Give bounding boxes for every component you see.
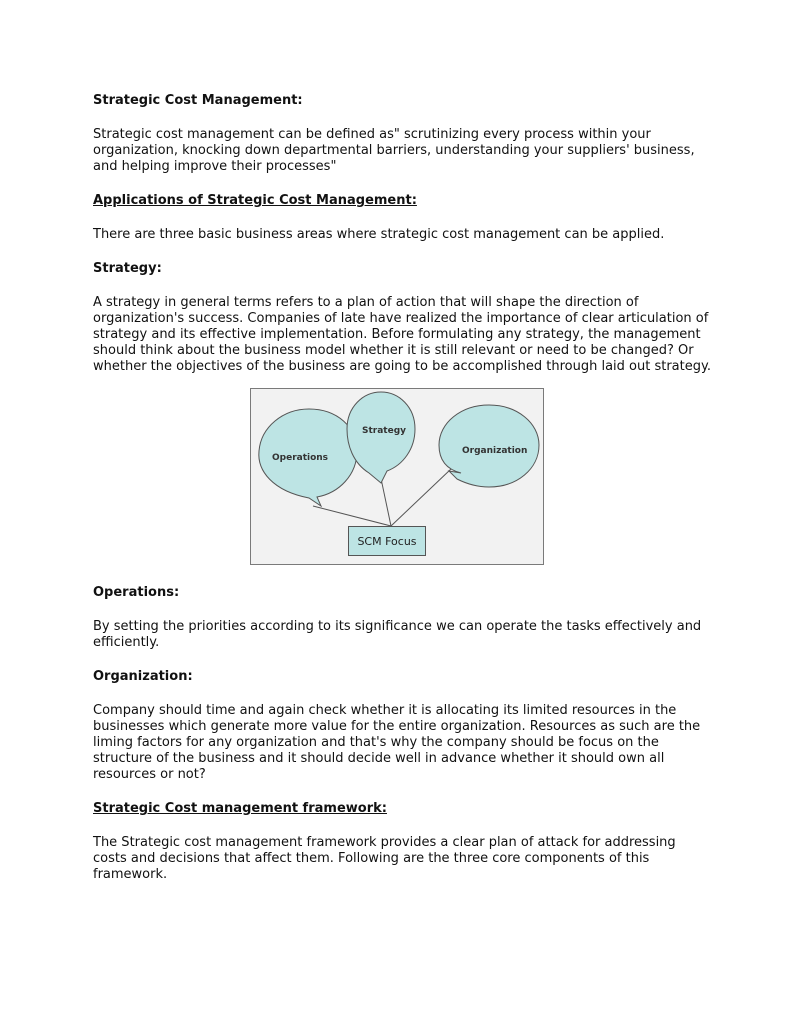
paragraph-strategy: A strategy in general terms refers to a plan of action that will shape the direction of organization's success. Companies of late have realized the importance of clear articulation of strategy and its effective implementation. Before formulating any strategy, the management should think about the business model whether it is still relevant or need to be changed? Or whether the objectives of the business are going to be accomplished through laid out strategy. (93, 295, 711, 374)
heading-operations: Operations: (93, 585, 180, 600)
paragraph-organization: Company should time and again check whether it is allocating its limited resources in the businesses which generate more value for the entire organization. Resources as such are the liming factors for any organization and that's why the company should be focus on the structure of the business and it should decide well in advance whether it should own all resources or not? (93, 703, 701, 782)
connector-operations (313, 506, 391, 526)
label-strategy: Strategy (362, 426, 407, 436)
heading-strategy: Strategy: (93, 261, 162, 276)
label-organization: Organization (462, 446, 528, 456)
heading-applications: Applications of Strategic Cost Management: (93, 193, 417, 208)
heading-organization: Organization: (93, 669, 193, 684)
paragraph-operations: By setting the priorities according to its significance we can operate the tasks effectively and efficiently. (93, 619, 702, 650)
scm-focus-diagram (250, 388, 544, 565)
connector-organization (391, 469, 451, 526)
paragraph-scm-definition: Strategic cost management can be defined as" scrutinizing every process within your organization, knocking down departmental barriers, understanding your suppliers' business, and helping improve their processes" (93, 127, 695, 174)
heading-scm: Strategic Cost Management: (93, 93, 303, 108)
document-page (93, 93, 713, 883)
heading-framework: Strategic Cost management framework: (93, 801, 387, 816)
bubble-strategy (347, 392, 415, 483)
label-operations: Operations (272, 453, 329, 463)
paragraph-framework: The Strategic cost management framework provides a clear plan of attack for addressing costs and decisions that affect them. Following are the three core components of this framework. (93, 835, 676, 882)
paragraph-applications: There are three basic business areas where strategic cost management can be applied. (93, 227, 665, 242)
scm-focus-box: SCM Focus (348, 526, 426, 556)
